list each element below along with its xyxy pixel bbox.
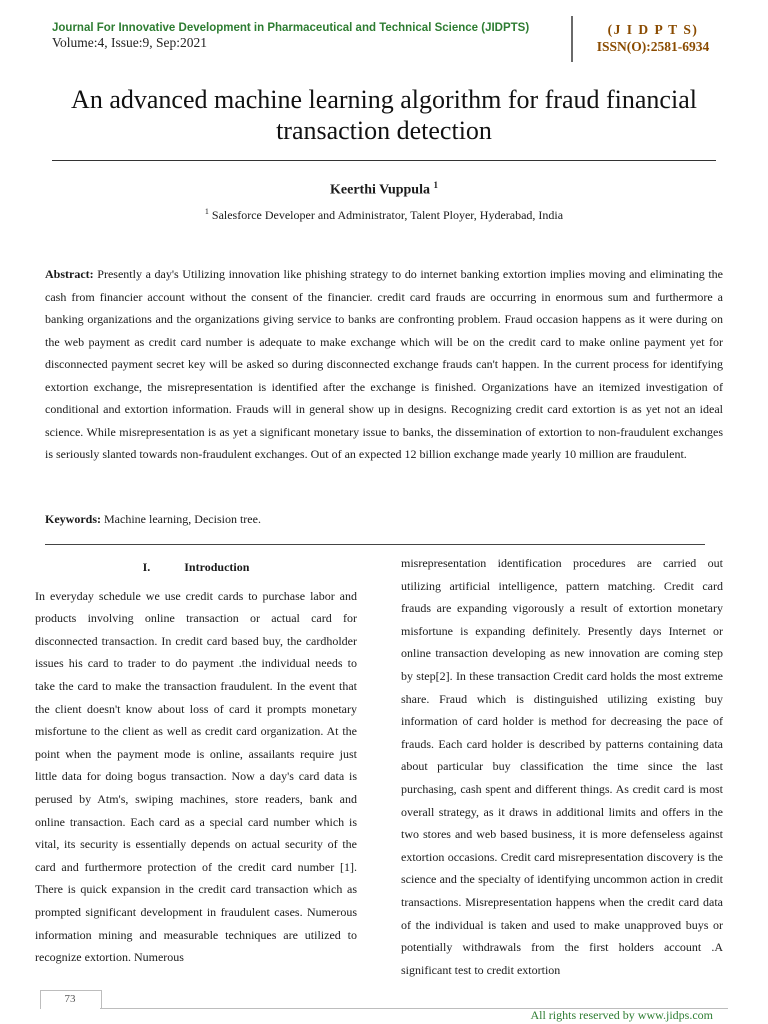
- author-sup: 1: [433, 180, 438, 190]
- right-column-text: misrepresentation identification procedures are carried out utilizing artificial intelligence, pattern matching. Credit card frauds are expanding vigorously a result of extortion monetary misfortune is expanding definitely. Presently days Internet or online transaction developing as new innovation are coming step by step[2]. In these transaction Credit card holds the most extreme share. Fraud which is distinguished utilizing existing buy information of card holder is method for decreasing the pace of frauds. Each card holder is described by patterns containing data about particular buy classification the time since the last purchasing, cash spent and different things. As credit card is most overall strategy, as it draws in additional limits and offers in the two stores and web based business, it is more defenseless against extortion occasions. Credit card misrepresentation discovery is the science and the specialty of identifying uncommon action in credit transactions. Misrepresentation happens when the credit card data of the individual is taken and used to make unapproved buys or potentially withdrawals from the first holders account .A significant test to credit extortion: [401, 556, 723, 977]
- section-heading: [35, 556, 357, 579]
- author-name: Keerthi Vuppula: [330, 182, 430, 198]
- journal-abbrev: (J I D P T S): [607, 22, 699, 37]
- journal-id-block: [578, 22, 728, 55]
- keywords: [45, 512, 723, 527]
- abstract-text: Presently a day's Utilizing innovation like phishing strategy to do internet banking extortion implies moving and eliminating the cash from financier account without the consent of the financier. credit card frauds are occurring in enormous sum and furthermore a banking organizations and the organizations giving service to banks are confronting problem. Fraud occasion happens as it were during on the web payment as credit card number is adequate to make exchange which will be on the credit card to make online payment yet for disconnected payment secret key will be asked so during disconnected exchange frauds can't happen. In the current process for identifying extortion exchange, the misrepresentation is identified after the exchange is finished. Organizations have an itemized investigation of conditional and extortion information. Frauds will in general show up in designs. Recognizing credit card extortion is as yet not an ideal science. While misrepresentation is as yet a significant monetary issue to banks, the dissemination of extortion to non-fraudulent exchanges is seriously slanted towards non-fraudulent exchanges. Out of an expected 12 billion exchange made yearly 10 million are fraudulent.: [45, 267, 723, 461]
- journal-header: [52, 22, 562, 51]
- keywords-label: Keywords:: [45, 512, 101, 526]
- volume-issue: Volume:4, Issue:9, Sep:2021: [52, 35, 207, 50]
- page-number: 73: [64, 993, 76, 1005]
- paper-title: An advanced machine learning algorithm for fraud financial transaction detection: [71, 85, 697, 145]
- issn: ISSN(O):2581-6934: [596, 39, 710, 54]
- title-rule: [52, 160, 716, 161]
- section-rule: [45, 544, 705, 545]
- abstract-label: Abstract:: [45, 267, 94, 281]
- left-column-text: In everyday schedule we use credit cards to purchase labor and products involving online transaction or actual card for disconnected transaction. In credit card based buy, the cardholder issues his card to trader to do payment .the individual needs to take the card to make the transaction fraudulent. In the event that the client doesn't know about loss of card it prompts monetary misfortune to the client as well as credit card organization. At the point when the payment mode is online, assailants require just little data for doing bogus transaction. Now a day's card data is perused by Atm's, swiping machines, store readers, bank and online transaction. Each card as a special card number which is vital, its security is essentially depends on actual security of the card and furthermore protection of the credit card number [1]. There is quick expansion in the credit card transaction which as prompted significant development in fraudulent cases. Numerous information mining and measurable techniques are utilized to recognize extortion. Numerous: [35, 588, 357, 965]
- footer-rights: All rights reserved by www.jidps.com: [530, 1008, 713, 1022]
- abstract: [45, 263, 723, 466]
- right-column: [401, 552, 723, 981]
- section-number: I.: [142, 560, 151, 574]
- section-title: Introduction: [184, 560, 250, 574]
- affiliation: [0, 207, 768, 223]
- header-divider: [571, 16, 573, 62]
- keywords-text: Machine learning, Decision tree.: [101, 512, 261, 526]
- journal-name: Journal For Innovative Development in Pharmaceutical and Technical Science (JIDPTS): [52, 22, 530, 34]
- affiliation-text: Salesforce Developer and Administrator, Talent Ployer, Hyderabad, India: [208, 208, 564, 222]
- author: [0, 180, 768, 199]
- left-column: [35, 556, 357, 969]
- affiliation-sup: 1: [204, 207, 209, 216]
